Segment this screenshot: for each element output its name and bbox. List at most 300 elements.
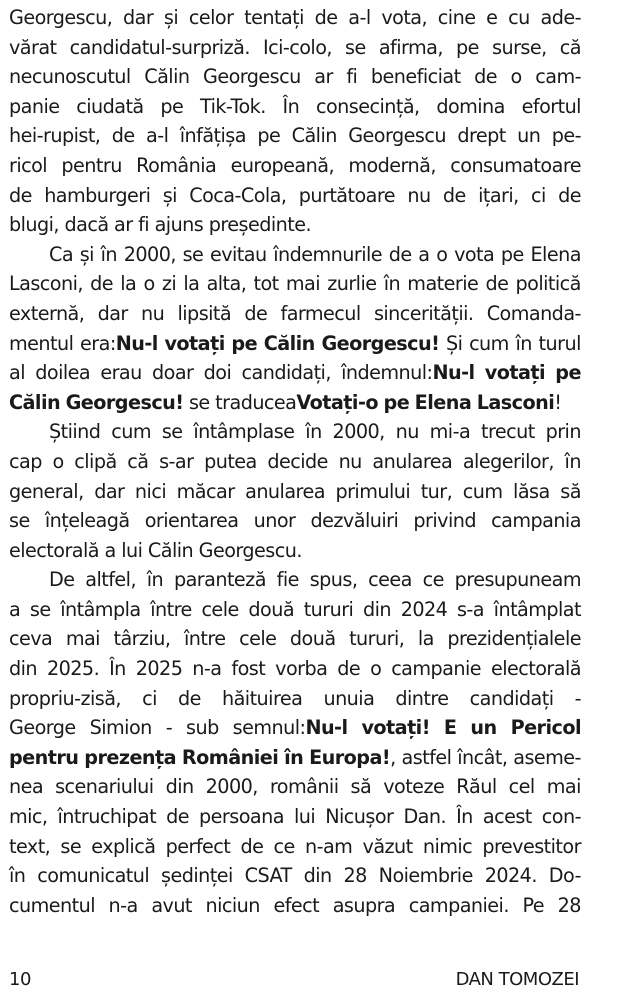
word: afirma, xyxy=(378,35,443,59)
text-line xyxy=(9,565,581,595)
word: blugi, xyxy=(9,213,59,237)
word: alta, xyxy=(206,272,247,296)
word: pentru xyxy=(61,153,122,177)
text-line xyxy=(9,802,581,832)
text-line xyxy=(9,536,581,566)
word: Ici-colo, xyxy=(262,35,332,59)
word: nu xyxy=(141,301,165,325)
word: avut xyxy=(151,893,192,917)
word: candidați, xyxy=(241,361,331,385)
word: ade- xyxy=(540,6,581,29)
word: Tik-Tok. xyxy=(200,94,266,118)
word: în xyxy=(515,331,532,355)
word: întâmpla xyxy=(60,597,141,621)
word: unuia xyxy=(323,686,375,710)
word: Nicușor xyxy=(325,805,394,829)
word: în xyxy=(9,864,26,888)
word: explică xyxy=(91,834,156,858)
word: a-l xyxy=(348,6,371,29)
text-line xyxy=(9,624,581,654)
word: electorală xyxy=(9,538,99,562)
word: s-ar xyxy=(159,449,194,473)
word: de xyxy=(177,686,201,710)
text-line xyxy=(9,832,581,862)
word: cel xyxy=(508,775,535,799)
text-line xyxy=(9,713,581,743)
text-line xyxy=(9,861,581,891)
word: Georgescu. xyxy=(198,538,302,562)
word: ci xyxy=(531,183,546,207)
word: nu xyxy=(338,449,362,473)
word: campania xyxy=(491,509,581,533)
word: lăsa xyxy=(513,479,550,503)
word: surse, xyxy=(492,35,547,59)
word: Georgescu! xyxy=(321,331,440,355)
word: de xyxy=(388,242,412,266)
word: de xyxy=(442,183,466,207)
word: Călin xyxy=(291,124,337,148)
word: nici xyxy=(134,479,167,503)
word: la xyxy=(417,627,434,651)
word: nimic xyxy=(422,834,473,858)
word: e xyxy=(486,6,498,29)
word: de xyxy=(240,834,264,858)
word: și xyxy=(163,6,179,29)
word: Știind xyxy=(49,420,101,444)
word: semnul:Nu-l xyxy=(232,716,348,740)
word: comunicatul xyxy=(37,864,150,888)
word: să xyxy=(350,775,372,799)
word: con- xyxy=(541,805,581,829)
text-line xyxy=(9,3,581,33)
word: Lasconi, xyxy=(9,272,83,296)
text-line xyxy=(9,151,581,181)
word: cine xyxy=(437,6,476,29)
word: vorba xyxy=(275,657,328,681)
word: înfățișa xyxy=(179,124,246,148)
word: și xyxy=(162,183,177,207)
text-line xyxy=(9,121,581,151)
word: cumentul xyxy=(9,893,95,917)
text-line xyxy=(9,654,581,684)
word: De xyxy=(49,568,75,592)
word: 2000, xyxy=(123,242,176,266)
word: de xyxy=(90,272,114,296)
word: mic, xyxy=(9,805,48,829)
word: panie xyxy=(9,94,60,118)
word: că xyxy=(559,35,581,59)
page-footer xyxy=(9,969,579,990)
word: mentul xyxy=(9,331,74,355)
word: ce xyxy=(273,834,295,858)
word: politică xyxy=(515,272,581,296)
word: doi xyxy=(203,361,232,385)
word: pentru xyxy=(9,745,79,769)
word: și xyxy=(79,242,94,266)
word: fost xyxy=(231,657,266,681)
word: Pe xyxy=(522,893,545,917)
word: 2024 xyxy=(400,597,448,621)
word: prezența xyxy=(84,745,177,769)
word: CSAT xyxy=(244,864,292,888)
word: unor xyxy=(253,509,296,533)
word: a xyxy=(9,597,21,621)
word: al xyxy=(9,361,25,385)
word: ședinței xyxy=(161,864,233,888)
page-number: 10 xyxy=(9,969,31,990)
word: pe xyxy=(160,94,184,118)
word: pe xyxy=(257,124,281,148)
word: în xyxy=(146,568,164,592)
text-line xyxy=(9,506,581,536)
word: tururi, xyxy=(349,627,405,651)
word: se xyxy=(345,35,366,59)
word: vota, xyxy=(381,6,428,29)
word: la xyxy=(120,272,137,296)
word: putea xyxy=(204,449,257,473)
word: de xyxy=(244,301,268,325)
word: cap xyxy=(9,449,42,473)
word: persoana xyxy=(199,805,284,829)
word: privind xyxy=(413,509,476,533)
word: erau xyxy=(100,361,142,385)
word: se xyxy=(29,597,51,621)
word: doilea xyxy=(35,361,91,385)
word: n-a xyxy=(108,893,138,917)
word: consecință, xyxy=(315,94,420,118)
word: mai xyxy=(285,272,320,296)
word: îndemnul:Nu-l xyxy=(341,361,475,385)
document-body xyxy=(9,3,581,920)
word: cu xyxy=(508,6,530,29)
word: niciun xyxy=(205,893,260,917)
word: aseme- xyxy=(513,745,581,769)
text-line xyxy=(9,388,581,418)
word: două xyxy=(248,597,295,621)
word: materie xyxy=(407,272,479,296)
word: anularea xyxy=(245,479,325,503)
word: ci xyxy=(142,686,157,710)
word: Călin xyxy=(263,331,315,355)
word: zurlie xyxy=(327,272,377,296)
word: domina xyxy=(436,94,505,118)
word: zi xyxy=(161,272,177,296)
word: românii xyxy=(269,775,339,799)
word: pe xyxy=(383,390,410,414)
word: propriu-zisă, xyxy=(9,686,121,710)
text-line xyxy=(9,417,581,447)
word: să xyxy=(560,479,581,503)
word: votați! xyxy=(361,716,430,740)
word: efect xyxy=(273,893,320,917)
word: se xyxy=(188,390,210,414)
word: văzut xyxy=(362,834,413,858)
word: votați xyxy=(484,361,546,385)
text-line xyxy=(9,62,581,92)
word: dar xyxy=(94,479,125,503)
word: general, xyxy=(9,479,84,503)
word: 2000, xyxy=(332,420,385,444)
word: prin xyxy=(545,420,581,444)
word: pe xyxy=(500,242,524,266)
word: o xyxy=(370,657,382,681)
word: voteze xyxy=(383,775,445,799)
text-line xyxy=(9,891,581,921)
word: Ca xyxy=(49,242,74,266)
word: evitau xyxy=(209,242,267,266)
word: de xyxy=(9,183,32,207)
word: Elena xyxy=(530,242,581,266)
word: înțeleagă xyxy=(44,509,130,533)
word: ițari, xyxy=(478,183,519,207)
word: un xyxy=(470,716,497,740)
word: cum xyxy=(462,479,503,503)
word: întâmplase xyxy=(193,420,295,444)
word: efortul xyxy=(521,94,581,118)
word: clipă xyxy=(74,449,117,473)
word: drept xyxy=(457,124,506,148)
word: - xyxy=(165,716,173,740)
word: târziu, xyxy=(113,627,171,651)
text-line xyxy=(9,743,581,773)
word: cele xyxy=(239,627,277,651)
word: perfect xyxy=(165,834,231,858)
word: dar xyxy=(97,301,128,325)
text-line xyxy=(9,772,581,802)
word: În xyxy=(282,94,300,118)
word: Răul xyxy=(456,775,497,799)
word: mai xyxy=(65,627,100,651)
word: întruchipat xyxy=(57,805,157,829)
word: Călin xyxy=(147,538,194,562)
word: nu xyxy=(407,183,431,207)
word: din xyxy=(303,864,332,888)
word: Noiembrie xyxy=(378,864,473,888)
word: primului xyxy=(335,479,411,503)
word: turul xyxy=(538,331,581,355)
word: George xyxy=(9,716,76,740)
word: Europa!, xyxy=(309,745,396,769)
word: Georgescu! xyxy=(65,390,184,414)
word: încât, xyxy=(457,745,508,769)
word: din xyxy=(9,657,38,681)
word: a xyxy=(418,242,430,266)
word: cum xyxy=(111,420,152,444)
word: - xyxy=(574,686,581,710)
word: vota xyxy=(454,242,495,266)
word: E xyxy=(443,716,457,740)
word: hăituirea xyxy=(221,686,303,710)
word: Georgescu xyxy=(348,124,446,148)
word: spus, xyxy=(309,568,358,592)
word: trecut xyxy=(481,420,535,444)
word: de xyxy=(337,657,361,681)
word: text, xyxy=(9,834,51,858)
word: altfel, xyxy=(85,568,137,592)
word: candidați xyxy=(469,686,554,710)
text-line xyxy=(9,447,581,477)
word: de xyxy=(558,183,581,207)
word: în xyxy=(284,745,304,769)
word: ceva xyxy=(9,627,53,651)
word: de xyxy=(474,65,497,89)
word: Coca-Cola, xyxy=(189,183,287,207)
word: alegerilor, xyxy=(462,449,554,473)
word: tururi xyxy=(303,597,354,621)
word: s-a xyxy=(456,597,485,621)
word: în xyxy=(564,449,581,473)
word: două xyxy=(289,627,336,651)
word: Do- xyxy=(548,864,581,888)
word: în xyxy=(305,420,322,444)
word: 28 xyxy=(557,893,581,917)
word: astfel xyxy=(401,745,452,769)
word: din xyxy=(165,775,194,799)
word: Și xyxy=(445,331,463,355)
word: o xyxy=(143,272,155,296)
word: lui xyxy=(121,538,143,562)
word: Elena xyxy=(414,390,472,414)
word: ce xyxy=(422,568,444,592)
word: modernă, xyxy=(348,153,436,177)
word: Georgescu xyxy=(203,65,301,89)
word: Simion xyxy=(89,716,152,740)
word: în xyxy=(383,272,401,296)
word: din xyxy=(363,597,392,621)
word: purtătoare xyxy=(298,183,396,207)
word: paranteză xyxy=(173,568,266,592)
word: farmecul xyxy=(280,301,361,325)
word: beneficiat xyxy=(370,65,461,89)
word: fi xyxy=(138,213,150,237)
word: presupuneam xyxy=(454,568,581,592)
word: de xyxy=(485,272,509,296)
word: pe xyxy=(456,35,479,59)
word: tur, xyxy=(420,479,453,503)
word: se xyxy=(161,420,183,444)
word: pe- xyxy=(551,124,581,148)
word: nu xyxy=(395,420,419,444)
word: a xyxy=(104,538,116,562)
text-line xyxy=(9,329,581,359)
word: 2000, xyxy=(205,775,258,799)
word: votați xyxy=(164,331,225,355)
word: pe xyxy=(231,331,258,355)
word: președinte. xyxy=(208,213,312,237)
word: se xyxy=(9,509,30,533)
word: europeană, xyxy=(230,153,334,177)
word: cam- xyxy=(535,65,581,89)
word: de xyxy=(314,6,338,29)
word: dintre xyxy=(395,686,449,710)
word: Pericol xyxy=(510,716,581,740)
word: Comanda- xyxy=(486,301,581,325)
word: electorală xyxy=(490,657,581,681)
word: externă, xyxy=(9,301,85,325)
word: vărat xyxy=(9,35,57,59)
word: tot xyxy=(253,272,279,296)
word: de xyxy=(166,805,189,829)
word: Lasconi! xyxy=(476,390,562,414)
word: celor xyxy=(188,6,234,29)
word: tentați xyxy=(244,6,304,29)
word: se xyxy=(182,242,204,266)
word: între xyxy=(184,627,226,651)
word: ricol xyxy=(9,153,48,177)
word: Dan. xyxy=(403,805,447,829)
word: ar xyxy=(314,65,333,89)
word: îndemnurile xyxy=(273,242,383,266)
text-line xyxy=(9,181,581,211)
word: decide xyxy=(267,449,328,473)
word: fi xyxy=(346,65,358,89)
word: ajuns xyxy=(154,213,204,237)
word: 28 xyxy=(343,864,367,888)
word: nea xyxy=(9,775,44,799)
word: între xyxy=(150,597,192,621)
word: hamburgeri xyxy=(44,183,151,207)
word: se xyxy=(60,834,82,858)
text-line xyxy=(9,92,581,122)
word: a-l xyxy=(146,124,169,148)
text-line xyxy=(9,210,581,240)
word: cum xyxy=(469,331,509,355)
word: o xyxy=(52,449,64,473)
word: pe xyxy=(555,361,581,385)
word: Georgescu, xyxy=(9,6,113,29)
word: orientarea xyxy=(144,509,239,533)
word: ceea xyxy=(368,568,412,592)
word: traduceaVotați-o xyxy=(215,390,379,414)
word: consumatoare xyxy=(450,153,581,177)
word: prezidențialele xyxy=(447,627,581,651)
text-line xyxy=(9,358,581,388)
word: necunoscutul xyxy=(9,65,131,89)
word: doar xyxy=(152,361,194,385)
author-name: DAN TOMOZEI xyxy=(455,969,579,990)
word: fie xyxy=(276,568,299,592)
word: 2025. xyxy=(46,657,100,681)
word: ar xyxy=(114,213,133,237)
word: sincerității. xyxy=(373,301,474,325)
word: ciudată xyxy=(76,94,144,118)
text-line xyxy=(9,477,581,507)
word: întâmplat xyxy=(493,597,581,621)
word: dacă xyxy=(64,213,109,237)
word: cele xyxy=(201,597,239,621)
text-line xyxy=(9,299,581,329)
word: acest xyxy=(482,805,532,829)
word: la xyxy=(183,272,200,296)
word: mi-a xyxy=(429,420,471,444)
word: 2024. xyxy=(484,864,537,888)
word: dar xyxy=(122,6,154,29)
text-line xyxy=(9,33,581,63)
text-line xyxy=(9,684,581,714)
word: n-am xyxy=(304,834,353,858)
word: prevestitor xyxy=(482,834,581,858)
word: era:Nu-l xyxy=(80,331,158,355)
word: România xyxy=(136,153,217,177)
word: scenariului xyxy=(55,775,154,799)
word: anularea xyxy=(372,449,453,473)
word: 2025 xyxy=(135,657,183,681)
word: În xyxy=(109,657,126,681)
word: În xyxy=(456,805,473,829)
word: României xyxy=(181,745,279,769)
word: campanie xyxy=(391,657,482,681)
word: Călin xyxy=(9,390,61,414)
